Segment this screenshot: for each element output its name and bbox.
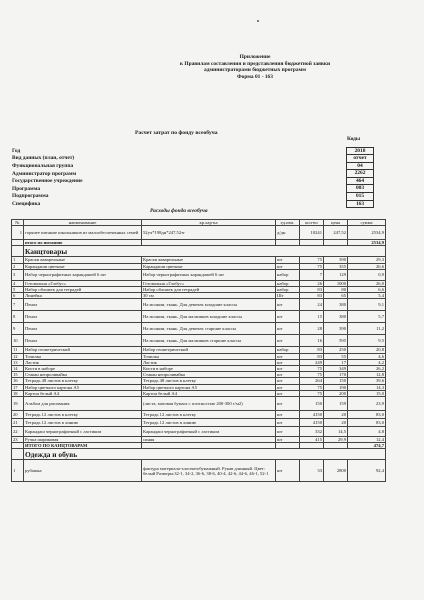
table-cell: На молнии, ткань. Для девочек старшие классы xyxy=(142,323,276,335)
table-cell: 247,52 xyxy=(324,226,348,240)
meta-code: 04 xyxy=(346,162,374,171)
appendix-line: к Правилам составления и представления бюджетной заявки xyxy=(179,60,331,67)
meta-code: 163 xyxy=(346,200,374,209)
table-cell: 75 xyxy=(300,372,324,378)
table-cell: Готовальня «Глобус» xyxy=(142,280,276,286)
table-cell: шт xyxy=(276,299,300,311)
table-cell: (листа, матовая бумага с плотностью 200-300 г/м2) xyxy=(142,397,276,411)
table-cell: 26,6 xyxy=(348,263,386,269)
calculation-title: Расчет затрат по фонду всеобуча xyxy=(135,130,218,136)
table-cell: шт xyxy=(276,335,300,347)
table-cell: 8 xyxy=(12,311,24,323)
table-cell: ИТОГО ПО КАНЦТОВАРАМ xyxy=(24,443,142,449)
table-cell: рубашка xyxy=(24,460,142,482)
table-cell: 4,8 xyxy=(348,427,386,437)
table-cell: 83 xyxy=(300,353,324,359)
meta-row xyxy=(12,185,374,193)
table-row xyxy=(12,269,386,280)
scan-speck xyxy=(257,20,259,22)
table-cell: 5 xyxy=(12,287,24,293)
table-cell: На молнии, ткань. Для мальчиков старшие классы xyxy=(142,335,276,347)
table-cell: 16 xyxy=(12,378,24,384)
category-title: Одежда и обувь xyxy=(24,449,386,460)
table-cell: шт xyxy=(276,460,300,482)
table-cell: Кисти в наборе xyxy=(24,366,142,372)
table-cell: 355 xyxy=(324,263,348,269)
table-cell: 23,9 xyxy=(348,397,386,411)
table-cell: Тетрадь 48 листов в клетку xyxy=(142,378,276,384)
table-cell: Набор геометрический xyxy=(24,347,142,353)
meta-label: Государственное учреждение xyxy=(12,178,83,185)
table-cell: 474,7 xyxy=(348,443,386,449)
table-cell: 11,2 xyxy=(348,323,386,335)
table-cell: Картон белый А4 xyxy=(142,390,276,396)
appendix-line: администраторами бюджетных программ xyxy=(204,67,306,74)
table-cell: 11 xyxy=(12,347,24,353)
table-cell: 83 xyxy=(300,287,324,293)
table-cell: шт xyxy=(276,384,300,390)
table-cell: 83,0 xyxy=(348,419,386,427)
column-header: ед.изм. xyxy=(276,220,300,226)
table-cell: 10 xyxy=(12,335,24,347)
table-cell: 390 xyxy=(324,323,348,335)
table-cell: 15,0 xyxy=(348,390,386,396)
table-cell: Ластик xyxy=(24,359,142,365)
table-cell: 29,3 xyxy=(348,257,386,263)
table-cell: Ластик xyxy=(142,359,276,365)
table-cell: На молнии, ткань. Для девочек младшие классы xyxy=(142,299,276,311)
table-cell: 129 xyxy=(324,269,348,280)
table-row xyxy=(12,226,386,240)
table-cell: Стакан непроливайка xyxy=(24,372,142,378)
table-cell: 15 xyxy=(12,372,24,378)
column-header: кол-во xyxy=(300,220,324,226)
meta-label: Программа xyxy=(12,185,41,192)
table-cell: 3 xyxy=(12,269,24,280)
table-cell: 595 xyxy=(324,335,348,347)
table-cell: Карандаши цветные xyxy=(24,263,142,269)
category-row xyxy=(12,246,386,257)
table-row xyxy=(12,411,386,419)
table-cell: 4,6 xyxy=(348,353,386,359)
table-cell: 12,8 xyxy=(348,372,386,378)
table-cell: 17 xyxy=(12,384,24,390)
table-cell: синяя xyxy=(142,437,276,443)
category-row xyxy=(12,449,386,460)
table-cell: 5,7 xyxy=(348,311,386,323)
table-cell: 75 xyxy=(300,257,324,263)
table-cell: 12 xyxy=(12,353,24,359)
meta-row xyxy=(12,193,374,201)
meta-code: отчет xyxy=(346,154,374,163)
table-cell: шт xyxy=(276,257,300,263)
column-header: цена xyxy=(324,220,348,226)
table-cell: 20,8 xyxy=(348,347,386,353)
table-cell: 26,0 xyxy=(348,280,386,286)
table-cell: Пенал xyxy=(24,299,142,311)
table-cell: 390 xyxy=(324,257,348,263)
table-cell: 6 xyxy=(12,293,24,299)
table-cell: шт xyxy=(276,323,300,335)
table-cell: Карандаши цветные xyxy=(142,263,276,269)
table-cell: 16 xyxy=(300,335,324,347)
table-cell: Карандаш чернографитный с ластиком xyxy=(142,427,276,437)
meta-block xyxy=(12,147,374,208)
meta-label: Год xyxy=(12,147,21,154)
table-cell: Стакан непроливайка xyxy=(142,372,276,378)
table-cell: Набор обложек для тетрадей xyxy=(24,287,142,293)
table-cell: шт xyxy=(276,437,300,443)
table-cell: шт xyxy=(276,427,300,437)
table-cell: 26,2 xyxy=(348,366,386,372)
table-cell: 26 xyxy=(300,280,324,286)
table-cell: 1 xyxy=(12,226,24,240)
table-cell: 22 xyxy=(12,427,24,437)
table-cell: 75 xyxy=(300,263,324,269)
table-cell: шт xyxy=(276,372,300,378)
table-cell: 150 xyxy=(324,378,348,384)
table-cell: 52уч*198дн*247,52тг xyxy=(142,226,276,240)
table-cell xyxy=(12,246,24,257)
table-cell: шт xyxy=(276,366,300,372)
table-cell: 23 xyxy=(12,437,24,443)
meta-label: Подпрограмма xyxy=(12,193,49,200)
table-cell: 10241 xyxy=(300,226,324,240)
table-cell: 2800 xyxy=(324,460,348,482)
table-cell: 4 xyxy=(12,280,24,286)
table-cell: Готовальня «Глобус» xyxy=(24,280,142,286)
table-cell: 19 xyxy=(12,397,24,411)
table-cell: 150 xyxy=(300,397,324,411)
meta-row xyxy=(12,155,374,163)
table-cell: 264 xyxy=(300,378,324,384)
table-row xyxy=(12,335,386,347)
column-header: наименование xyxy=(24,220,142,226)
table-cell: 9 xyxy=(12,323,24,335)
table-cell: шт xyxy=(276,411,300,419)
table-cell: Пенал xyxy=(24,323,142,335)
table-cell: набор xyxy=(276,347,300,353)
table-cell: фактура материала-хлопчатобумажный. Рукав длинный. Цвет: белый Размеры:32-1, 34-2, 36-6, 38-6, 40-4, 42-6, 44-6, 46-1, 52-1 xyxy=(142,460,276,482)
section-title: Расходы фонда всеобуча xyxy=(150,208,208,214)
table-cell: 249 xyxy=(300,359,324,365)
table-cell: 7 xyxy=(12,299,24,311)
table-cell: 20 xyxy=(12,411,24,419)
table-cell: 0,9 xyxy=(348,269,386,280)
meta-row xyxy=(12,200,374,208)
table-cell: 14,5 xyxy=(324,427,348,437)
table-cell: Кисти в наборе xyxy=(142,366,276,372)
table-cell: 75 xyxy=(300,384,324,390)
table-cell: 380 xyxy=(324,299,348,311)
table-cell: Набор цветного картона А5 xyxy=(142,384,276,390)
table-cell: 24 xyxy=(300,299,324,311)
table-cell: шт xyxy=(276,397,300,411)
table-cell: Линейка xyxy=(24,293,142,299)
table-cell: 415 xyxy=(300,437,324,443)
table-cell: 30 см xyxy=(142,293,276,299)
table-cell: 349 xyxy=(324,366,348,372)
table-cell: Краски акварельные xyxy=(24,257,142,263)
table-cell: 170 xyxy=(324,372,348,378)
meta-code: 2018 xyxy=(346,147,374,156)
table-row xyxy=(12,419,386,427)
table-cell: 2534,9 xyxy=(348,226,386,240)
table-cell: 92,4 xyxy=(348,460,386,482)
meta-row xyxy=(12,177,374,185)
table-cell: Точилка xyxy=(142,353,276,359)
table-cell: шт xyxy=(276,263,300,269)
table-cell: 190 xyxy=(324,384,348,390)
table-cell xyxy=(12,449,24,460)
meta-code: 003 xyxy=(346,184,374,193)
table-cell: Пенал xyxy=(24,311,142,323)
table-cell: шт xyxy=(276,353,300,359)
table-cell: шт xyxy=(276,378,300,384)
table-cell: Пенал xyxy=(24,335,142,347)
meta-label: Администратор программ xyxy=(12,170,77,177)
table-cell: 75 xyxy=(300,390,324,396)
meta-label: Функциональная группа xyxy=(12,162,74,169)
table-row xyxy=(12,323,386,335)
column-header: кр.хар-ка xyxy=(142,220,276,226)
table-cell: 12,4 xyxy=(348,437,386,443)
expense-table xyxy=(11,219,386,482)
meta-code: 464 xyxy=(346,177,374,186)
table-cell: 15 xyxy=(300,311,324,323)
table-cell: Тетрадь 12 листов в клетку xyxy=(142,411,276,419)
meta-row xyxy=(12,170,374,178)
table-cell: 4150 xyxy=(300,411,324,419)
table-cell: итого по питанию xyxy=(24,240,142,246)
table-cell: 159 xyxy=(324,397,348,411)
table-cell: 14,3 xyxy=(348,384,386,390)
table-row xyxy=(12,397,386,411)
table-cell: 39,6 xyxy=(348,378,386,384)
table-cell: набор xyxy=(276,269,300,280)
table-cell: 28 xyxy=(300,323,324,335)
table-cell: 83,0 xyxy=(348,411,386,419)
table-cell: 18 xyxy=(12,390,24,396)
table-cell: д/дн xyxy=(276,226,300,240)
column-header: № xyxy=(12,220,24,226)
table-cell: шт xyxy=(276,419,300,427)
table-cell: 17 xyxy=(324,359,348,365)
table-cell: Тетрадь 48 листов в клетку xyxy=(24,378,142,384)
table-cell: Набор чернографитных карандашей 6 шт xyxy=(24,269,142,280)
table-cell: 9,1 xyxy=(348,299,386,311)
table-cell: На молнии, ткань. Для мальчиков младшие классы xyxy=(142,311,276,323)
meta-row xyxy=(12,147,374,155)
table-cell: Набор геометрический xyxy=(142,347,276,353)
table-cell: шт xyxy=(276,359,300,365)
table-cell: Карандаш чернографитный с ластиком xyxy=(24,427,142,437)
table-cell: 1 xyxy=(12,460,24,482)
meta-row xyxy=(12,162,374,170)
table-cell: 380 xyxy=(324,311,348,323)
table-cell: 332 xyxy=(300,427,324,437)
table-cell: 21 xyxy=(12,419,24,427)
table-cell: 20 xyxy=(324,411,348,419)
appendix-line: Приложение xyxy=(239,54,271,60)
table-cell: 2534,9 xyxy=(348,240,386,246)
table-cell: 200 xyxy=(324,390,348,396)
table-cell: шт xyxy=(276,311,300,323)
table-cell: 1000 xyxy=(324,280,348,286)
table-row xyxy=(12,427,386,437)
table-cell: 83 xyxy=(300,347,324,353)
table-cell: Картон белый А4 xyxy=(24,390,142,396)
table-cell: Тетрадь 12 листов в линию xyxy=(24,419,142,427)
table-cell: Шт xyxy=(276,293,300,299)
meta-label: Вид данных (план, отчет) xyxy=(12,155,75,162)
table-cell: 13 xyxy=(12,359,24,365)
table-cell: горячее питание школьников из малообеспеченных семей xyxy=(24,226,142,240)
table-cell: Альбом для рисования xyxy=(24,397,142,411)
table-cell: 65 xyxy=(324,293,348,299)
column-header: сумма xyxy=(348,220,386,226)
table-cell: Тетрадь 12 листов в линию xyxy=(142,419,276,427)
table-cell: Краски акварельные xyxy=(142,257,276,263)
category-title: Канцтовары xyxy=(24,246,386,257)
table-cell: набор xyxy=(276,280,300,286)
table-cell: 29,9 xyxy=(324,437,348,443)
meta-code: 2262 xyxy=(346,169,374,178)
table-cell: 55 xyxy=(324,353,348,359)
form-number: Форма 01 - 163 xyxy=(237,73,273,80)
table-cell: Точилка xyxy=(24,353,142,359)
codes-label: Коды xyxy=(347,136,361,142)
table-cell: 4150 xyxy=(300,419,324,427)
table-cell: 9,5 xyxy=(348,335,386,347)
table-row xyxy=(12,460,386,482)
table-cell: Ручка шариковая xyxy=(24,437,142,443)
table-cell: 2 xyxy=(12,263,24,269)
table-cell: 250 xyxy=(324,347,348,353)
table-cell: шт xyxy=(276,390,300,396)
meta-label: Специфика xyxy=(12,200,41,207)
table-cell: Набор чернографитных карандашей 6 шт xyxy=(142,269,276,280)
table-cell: 75 xyxy=(300,366,324,372)
table-cell: Тетрадь 12 листов в клетку xyxy=(24,411,142,419)
table-row xyxy=(12,299,386,311)
table-row xyxy=(12,311,386,323)
meta-code: 015 xyxy=(346,192,374,201)
table-cell: 20 xyxy=(324,419,348,427)
table-cell: 33 xyxy=(300,460,324,482)
table-cell: набор xyxy=(276,287,300,293)
table-cell: 4,2 xyxy=(348,359,386,365)
table-cell: Набор обложек для тетрадей xyxy=(142,287,276,293)
table-cell: 83 xyxy=(300,293,324,299)
table-cell: 14 xyxy=(12,366,24,372)
table-cell: 6,6 xyxy=(348,287,386,293)
table-cell: 7 xyxy=(300,269,324,280)
table-cell: 1 xyxy=(12,257,24,263)
table-cell: 5,4 xyxy=(348,293,386,299)
appendix-header xyxy=(150,54,360,80)
table-cell: Набор цветного картона А5 xyxy=(24,384,142,390)
table-cell: 80 xyxy=(324,287,348,293)
